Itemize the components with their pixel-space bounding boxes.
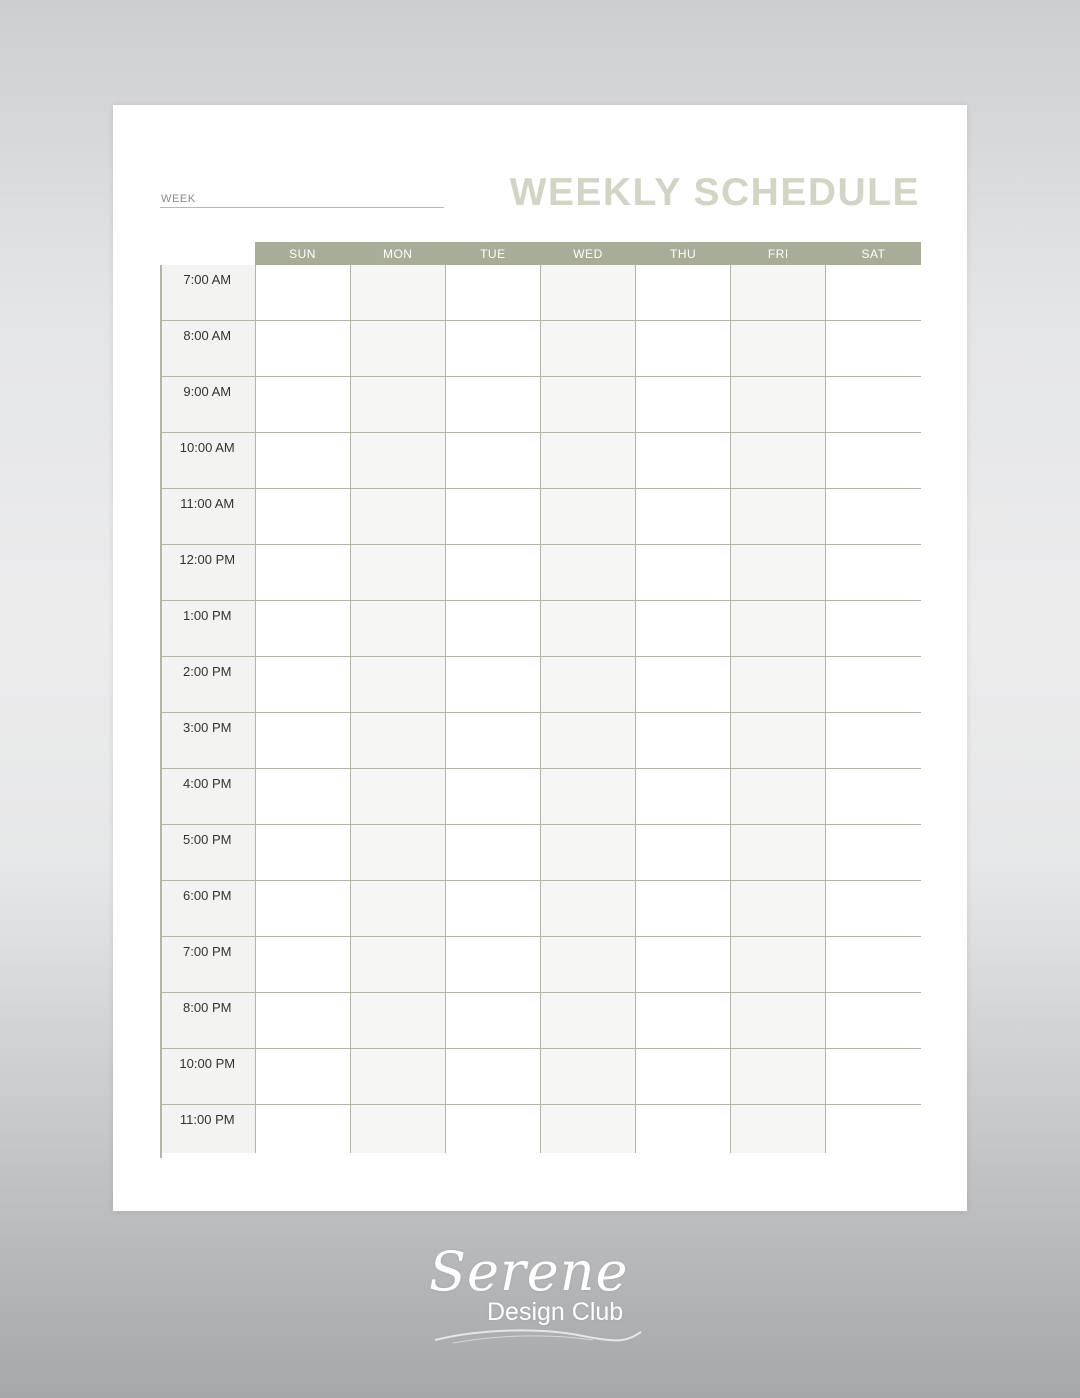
slot-cell-thu[interactable] <box>636 1105 731 1154</box>
logo-subtitle: Design Club <box>487 1298 624 1326</box>
slot-cell-sat[interactable] <box>826 657 921 713</box>
slot-cell-wed[interactable] <box>540 993 635 1049</box>
day-header-sun: SUN <box>255 242 350 265</box>
time-row <box>160 545 921 601</box>
slot-cell-tue[interactable] <box>445 825 540 881</box>
slot-cell-wed[interactable] <box>540 321 635 377</box>
slot-cell-tue[interactable] <box>445 881 540 937</box>
slot-cell-mon[interactable] <box>350 601 445 657</box>
slot-cell-thu[interactable] <box>636 713 731 769</box>
day-header-thu: THU <box>636 242 731 265</box>
slot-cell-mon[interactable] <box>350 993 445 1049</box>
day-header-wed: WED <box>540 242 635 265</box>
slot-cell-sun[interactable] <box>255 321 350 377</box>
slot-cell-mon[interactable] <box>350 657 445 713</box>
week-input-line[interactable] <box>160 207 444 208</box>
slot-cell-sun[interactable] <box>255 377 350 433</box>
slot-cell-tue[interactable] <box>445 769 540 825</box>
logo-swoosh-icon <box>433 1326 643 1346</box>
slot-cell-thu[interactable] <box>636 433 731 489</box>
time-row <box>160 937 921 993</box>
time-label: 7:00 PM <box>160 937 255 993</box>
slot-cell-tue[interactable] <box>445 1049 540 1105</box>
time-row <box>160 265 921 321</box>
slot-cell-sun[interactable] <box>255 825 350 881</box>
slot-cell-sat[interactable] <box>826 937 921 993</box>
slot-cell-mon[interactable] <box>350 321 445 377</box>
slot-cell-mon[interactable] <box>350 881 445 937</box>
slot-cell-sun[interactable] <box>255 265 350 321</box>
slot-cell-wed[interactable] <box>540 881 635 937</box>
slot-cell-sat[interactable] <box>826 601 921 657</box>
slot-cell-wed[interactable] <box>540 265 635 321</box>
slot-cell-tue[interactable] <box>445 657 540 713</box>
slot-cell-mon[interactable] <box>350 377 445 433</box>
slot-cell-fri[interactable] <box>731 433 826 489</box>
slot-cell-sat[interactable] <box>826 993 921 1049</box>
time-row <box>160 489 921 545</box>
time-label: 11:00 AM <box>160 489 255 545</box>
slot-cell-fri[interactable] <box>731 489 826 545</box>
slot-cell-fri[interactable] <box>731 993 826 1049</box>
time-row <box>160 881 921 937</box>
slot-cell-fri[interactable] <box>731 769 826 825</box>
slot-cell-sat[interactable] <box>826 769 921 825</box>
slot-cell-thu[interactable] <box>636 881 731 937</box>
slot-cell-sat[interactable] <box>826 881 921 937</box>
time-label: 10:00 PM <box>160 1049 255 1105</box>
slot-cell-sat[interactable] <box>826 265 921 321</box>
slot-cell-wed[interactable] <box>540 937 635 993</box>
slot-cell-mon[interactable] <box>350 433 445 489</box>
slot-cell-fri[interactable] <box>731 377 826 433</box>
slot-cell-mon[interactable] <box>350 825 445 881</box>
time-label: 12:00 PM <box>160 545 255 601</box>
slot-cell-mon[interactable] <box>350 769 445 825</box>
slot-cell-mon[interactable] <box>350 265 445 321</box>
day-header-row <box>160 242 921 265</box>
page-title: WEEKLY SCHEDULE <box>509 171 920 214</box>
time-label: 7:00 AM <box>160 265 255 321</box>
slot-cell-tue[interactable] <box>445 377 540 433</box>
slot-cell-sun[interactable] <box>255 657 350 713</box>
time-label: 8:00 PM <box>160 993 255 1049</box>
slot-cell-fri[interactable] <box>731 937 826 993</box>
time-label: 3:00 PM <box>160 713 255 769</box>
brand-logo <box>425 1240 655 1350</box>
time-label: 5:00 PM <box>160 825 255 881</box>
slot-cell-thu[interactable] <box>636 489 731 545</box>
slot-cell-fri[interactable] <box>731 545 826 601</box>
slot-cell-tue[interactable] <box>445 601 540 657</box>
slot-cell-thu[interactable] <box>636 769 731 825</box>
time-row <box>160 713 921 769</box>
time-row <box>160 433 921 489</box>
slot-cell-wed[interactable] <box>540 1105 635 1154</box>
time-row <box>160 377 921 433</box>
time-label: 9:00 AM <box>160 377 255 433</box>
slot-cell-sun[interactable] <box>255 601 350 657</box>
slot-cell-tue[interactable] <box>445 433 540 489</box>
slot-cell-sun[interactable] <box>255 993 350 1049</box>
slot-cell-tue[interactable] <box>445 937 540 993</box>
slot-cell-thu[interactable] <box>636 1049 731 1105</box>
slot-cell-mon[interactable] <box>350 937 445 993</box>
slot-cell-sun[interactable] <box>255 1105 350 1154</box>
slot-cell-sat[interactable] <box>826 1105 921 1154</box>
slot-cell-sun[interactable] <box>255 937 350 993</box>
slot-cell-tue[interactable] <box>445 545 540 601</box>
schedule-body <box>160 265 921 1153</box>
slot-cell-wed[interactable] <box>540 713 635 769</box>
slot-cell-sat[interactable] <box>826 825 921 881</box>
slot-cell-mon[interactable] <box>350 545 445 601</box>
time-row <box>160 825 921 881</box>
slot-cell-tue[interactable] <box>445 713 540 769</box>
slot-cell-mon[interactable] <box>350 489 445 545</box>
slot-cell-sun[interactable] <box>255 713 350 769</box>
slot-cell-wed[interactable] <box>540 657 635 713</box>
slot-cell-sat[interactable] <box>826 545 921 601</box>
time-row <box>160 1049 921 1105</box>
slot-cell-sun[interactable] <box>255 545 350 601</box>
time-label: 8:00 AM <box>160 321 255 377</box>
day-header-tue: TUE <box>445 242 540 265</box>
slot-cell-sat[interactable] <box>826 377 921 433</box>
time-row <box>160 321 921 377</box>
corner-cell <box>160 242 255 265</box>
slot-cell-thu[interactable] <box>636 937 731 993</box>
slot-cell-fri[interactable] <box>731 265 826 321</box>
slot-cell-mon[interactable] <box>350 713 445 769</box>
slot-cell-thu[interactable] <box>636 265 731 321</box>
slot-cell-tue[interactable] <box>445 489 540 545</box>
slot-cell-thu[interactable] <box>636 825 731 881</box>
slot-cell-sat[interactable] <box>826 489 921 545</box>
slot-cell-sun[interactable] <box>255 1049 350 1105</box>
slot-cell-sun[interactable] <box>255 881 350 937</box>
slot-cell-sat[interactable] <box>826 321 921 377</box>
time-label: 6:00 PM <box>160 881 255 937</box>
week-label: WEEK <box>161 193 196 205</box>
slot-cell-mon[interactable] <box>350 1049 445 1105</box>
slot-cell-wed[interactable] <box>540 1049 635 1105</box>
slot-cell-sun[interactable] <box>255 433 350 489</box>
time-label: 1:00 PM <box>160 601 255 657</box>
schedule-sheet <box>113 105 967 1211</box>
slot-cell-fri[interactable] <box>731 1105 826 1154</box>
day-header-sat: SAT <box>826 242 921 265</box>
slot-cell-thu[interactable] <box>636 993 731 1049</box>
slot-cell-fri[interactable] <box>731 1049 826 1105</box>
time-label: 10:00 AM <box>160 433 255 489</box>
slot-cell-sat[interactable] <box>826 433 921 489</box>
schedule-grid <box>160 242 921 1153</box>
slot-cell-mon[interactable] <box>350 1105 445 1154</box>
slot-cell-thu[interactable] <box>636 545 731 601</box>
slot-cell-fri[interactable] <box>731 825 826 881</box>
time-label: 2:00 PM <box>160 657 255 713</box>
slot-cell-tue[interactable] <box>445 993 540 1049</box>
slot-cell-thu[interactable] <box>636 601 731 657</box>
slot-cell-sat[interactable] <box>826 1049 921 1105</box>
slot-cell-sun[interactable] <box>255 489 350 545</box>
time-row <box>160 601 921 657</box>
slot-cell-wed[interactable] <box>540 601 635 657</box>
slot-cell-fri[interactable] <box>731 321 826 377</box>
time-row <box>160 993 921 1049</box>
slot-cell-wed[interactable] <box>540 825 635 881</box>
time-column-divider <box>160 265 162 1158</box>
slot-cell-wed[interactable] <box>540 769 635 825</box>
time-label: 4:00 PM <box>160 769 255 825</box>
slot-cell-fri[interactable] <box>731 881 826 937</box>
slot-cell-sun[interactable] <box>255 769 350 825</box>
time-row <box>160 1105 921 1154</box>
slot-cell-tue[interactable] <box>445 1105 540 1154</box>
slot-cell-thu[interactable] <box>636 657 731 713</box>
slot-cell-fri[interactable] <box>731 601 826 657</box>
time-row <box>160 769 921 825</box>
day-header-mon: MON <box>350 242 445 265</box>
slot-cell-fri[interactable] <box>731 657 826 713</box>
slot-cell-wed[interactable] <box>540 433 635 489</box>
logo-script-text: Serene <box>429 1240 629 1303</box>
slot-cell-thu[interactable] <box>636 321 731 377</box>
slot-cell-wed[interactable] <box>540 489 635 545</box>
slot-cell-sat[interactable] <box>826 713 921 769</box>
time-label: 11:00 PM <box>160 1105 255 1154</box>
time-row <box>160 657 921 713</box>
slot-cell-tue[interactable] <box>445 321 540 377</box>
slot-cell-wed[interactable] <box>540 545 635 601</box>
day-header-fri: FRI <box>731 242 826 265</box>
slot-cell-tue[interactable] <box>445 265 540 321</box>
slot-cell-wed[interactable] <box>540 377 635 433</box>
slot-cell-fri[interactable] <box>731 713 826 769</box>
slot-cell-thu[interactable] <box>636 377 731 433</box>
